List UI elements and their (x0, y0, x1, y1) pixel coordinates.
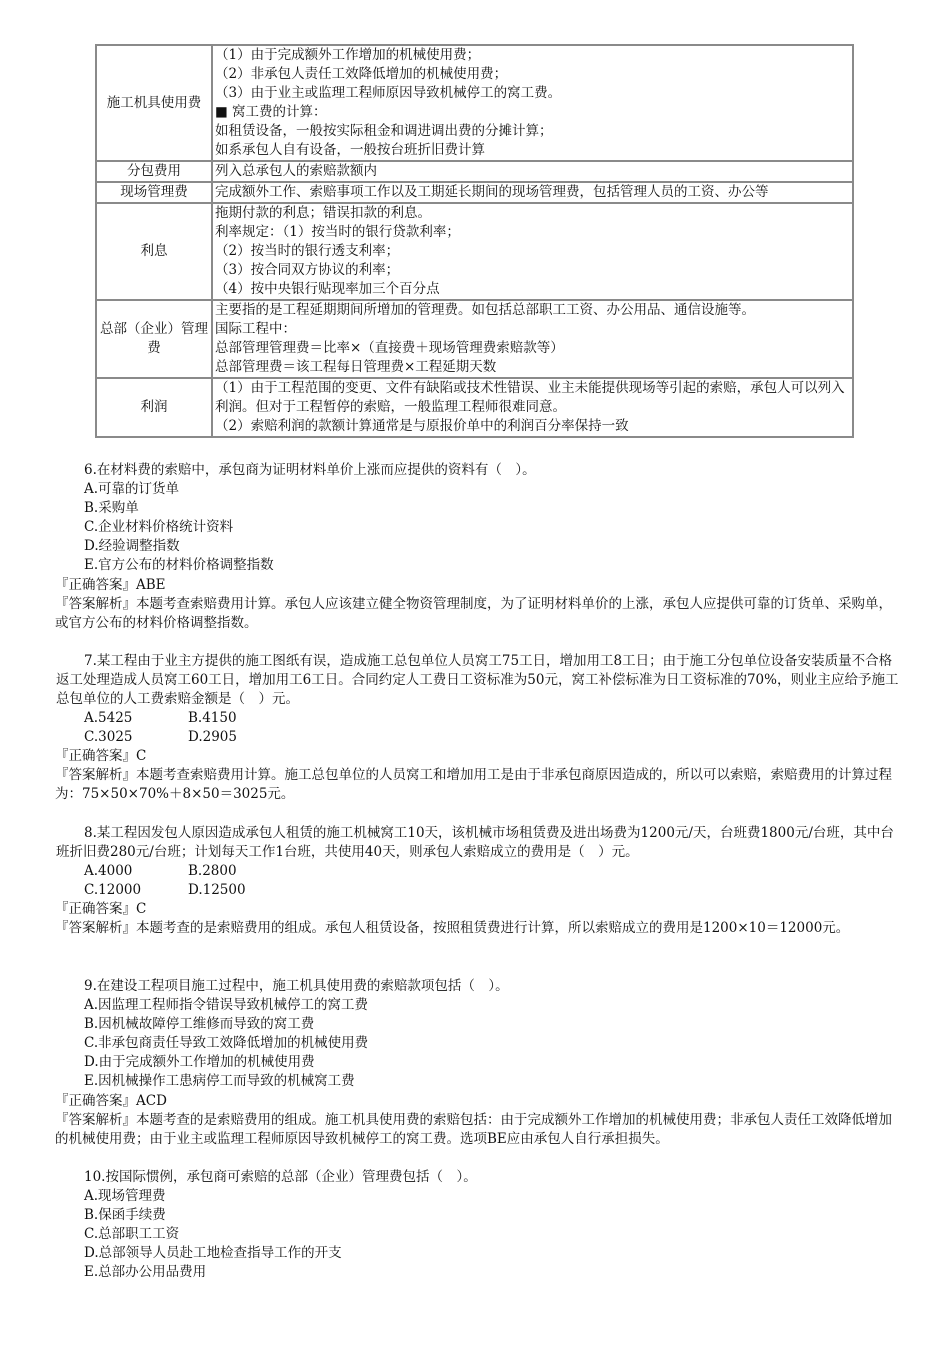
table-item-cell: 分包费用 (96, 161, 212, 182)
option-b: B.4150 (188, 710, 237, 726)
desc-line: 如租赁设备，一般按实际租金和调进调出费的分摊计算； (215, 123, 553, 139)
answer-analysis: 『答案解析』本题考查的是索赔费用的组成。承包人租赁设备，按照租赁费进行计算，所以索赔成立的费用是1200×10＝12000元。 (55, 920, 850, 936)
table-item-cell: 利润 (96, 378, 212, 437)
options-row (84, 709, 899, 728)
options-row (84, 862, 899, 881)
desc-line: 如系承包人自有设备，一般按台班折旧费计算 (215, 142, 485, 158)
option-a: A.4000 (84, 863, 133, 879)
claims-cost-table (95, 44, 854, 438)
table-item-cell: 现场管理费 (96, 182, 212, 203)
question-stem: 10.按国际惯例，承包商可索赔的总部（企业）管理费包括（ ）。 (84, 1169, 477, 1185)
table-item-cell: 利息 (96, 203, 212, 300)
option-d: D.12500 (188, 882, 246, 898)
desc-line: （2）按当时的银行透支利率； (215, 243, 400, 259)
answer-block-7 (56, 747, 898, 804)
question-8 (56, 824, 899, 900)
option-d: D.总部领导人员赴工地检查指导工作的开支 (84, 1245, 342, 1261)
desc-line: （3）按合同双方协议的利率； (215, 262, 400, 278)
table-row (96, 378, 853, 437)
table-desc-cell (212, 45, 853, 161)
table-desc-cell (212, 203, 853, 300)
desc-line: （2）索赔利润的款额计算通常是与原报价单中的利润百分率保持一致 (215, 418, 629, 434)
desc-line: 主要指的是工程延期期间所增加的管理费。如包括总部职工工资、办公用品、通信设施等。 (215, 302, 755, 318)
desc-line: （3）由于业主或监理工程师原因导致机械停工的窝工费。 (215, 85, 562, 101)
answer-analysis: 『答案解析』本题考查索赔费用计算。施工总包单位的人员窝工和增加用工是由于非承包商原因造成的，所以可以索赔，索赔费用的计算过程为：75×50×70%＋8×50＝3025元。 (55, 767, 892, 802)
question-stem: 6.在材料费的索赔中，承包商为证明材料单价上涨而应提供的资料有（ ）。 (84, 462, 536, 478)
table-row (96, 300, 853, 378)
question-6 (84, 461, 899, 575)
option-a: A.因监理工程师指令错误导致机械停工的窝工费 (84, 997, 369, 1013)
option-c: C.总部职工工资 (84, 1226, 180, 1242)
table-desc-cell (212, 182, 853, 203)
option-d: D.经验调整指数 (84, 538, 180, 554)
desc-line: 总部管理费＝该工程每日管理费×工程延期天数 (215, 359, 497, 375)
option-d: D.2905 (188, 729, 237, 745)
option-b: B.因机械故障停工维修而导致的窝工费 (84, 1016, 315, 1032)
question-stem: 9.在建设工程项目施工过程中，施工机具使用费的索赔款项包括（ ）。 (84, 978, 509, 994)
correct-answer: 『正确答案』C (55, 901, 147, 917)
desc-line: 拖期付款的利息；错误扣款的利息。 (215, 205, 431, 221)
option-c: C.12000 (84, 882, 142, 898)
table-item-cell: 施工机具使用费 (96, 45, 212, 161)
answer-block-9 (56, 1092, 898, 1149)
table-row (96, 182, 853, 203)
option-a: A.5425 (84, 710, 133, 726)
table-row (96, 161, 853, 182)
option-c: C.企业材料价格统计资料 (84, 519, 234, 535)
option-e: E.因机械操作工患病停工而导致的机械窝工费 (84, 1073, 355, 1089)
answer-analysis: 『答案解析』本题考查的是索赔费用的组成。施工机具使用费的索赔包括：由于完成额外工作增加的机械使用费；非承包人责任工效降低增加的机械使用费；由于业主或监理工程师原因导致机械停工的窝工费。选项BE应由承包人自行承担损失。 (55, 1112, 892, 1147)
answer-block-8 (56, 900, 898, 938)
table-row (96, 203, 853, 300)
option-b: B.2800 (188, 863, 237, 879)
correct-answer: 『正确答案』ACD (55, 1093, 167, 1109)
answer-block-6 (56, 576, 898, 633)
table-desc-cell (212, 378, 853, 437)
option-e: E.官方公布的材料价格调整指数 (84, 557, 274, 573)
option-a: A.可靠的订货单 (84, 481, 180, 497)
option-e: E.总部办公用品费用 (84, 1264, 207, 1280)
question-10 (84, 1168, 899, 1282)
desc-line: （1）由于工程范围的变更、文件有缺陷或技术性错误、业主未能提供现场等引起的索赔，承包人可以列入利润。但对于工程暂停的索赔，一般监理工程师很难同意。 (215, 380, 845, 415)
answer-analysis: 『答案解析』本题考查索赔费用计算。承包人应该建立健全物资管理制度，为了证明材料单价的上涨，承包人应提供可靠的订货单、采购单，或官方公布的材料价格调整指数。 (55, 596, 892, 631)
option-c: C.非承包商责任导致工效降低增加的机械使用费 (84, 1035, 369, 1051)
desc-line: 国际工程中： (215, 321, 296, 337)
table-desc-cell (212, 161, 853, 182)
option-c: C.3025 (84, 729, 133, 745)
option-a: A.现场管理费 (84, 1188, 166, 1204)
correct-answer: 『正确答案』ABE (55, 577, 166, 593)
question-7 (56, 652, 899, 747)
question-stem: 7.某工程由于业主方提供的施工图纸有误，造成施工总包单位人员窝工75工日，增加用工8工日；由于施工分包单位设备安装质量不合格返工处理造成人员窝工60工日，增加用工6工日。合同约定人工费日工资标准为50元，窝工补偿标准为日工资标准的70%，则业主应给予施工总包单位的人工费索赔金额是（ ）元。 (56, 653, 899, 707)
table-row (96, 45, 853, 161)
desc-line: 完成额外工作、索赔事项工作以及工期延长期间的现场管理费，包括管理人员的工资、办公等 (215, 184, 769, 200)
desc-line: 列入总承包人的索赔款额内 (215, 163, 377, 179)
question-stem: 8.某工程因发包人原因造成承包人租赁的施工机械窝工10天，该机械市场租赁费及进出场费为1200元/天，台班费1800元/台班，其中台班折旧费280元/台班；计划每天工作1台班，共使用40天，则承包人索赔成立的费用是（ ）元。 (56, 825, 894, 860)
desc-line: （4）按中央银行贴现率加三个百分点 (215, 281, 440, 297)
option-d: D.由于完成额外工作增加的机械使用费 (84, 1054, 315, 1070)
desc-line: （2）非承包人责任工效降低增加的机械使用费； (215, 66, 508, 82)
options-row (84, 728, 899, 747)
option-b: B.采购单 (84, 500, 139, 516)
desc-line: 利率规定：（1）按当时的银行贷款利率； (215, 224, 460, 240)
desc-line: 总部管理管理费＝比率×（直接费＋现场管理费索赔款等） (215, 340, 564, 356)
table-desc-cell (212, 300, 853, 378)
question-9 (84, 977, 899, 1091)
options-row (84, 881, 899, 900)
correct-answer: 『正确答案』C (55, 748, 147, 764)
table-item-cell: 总部（企业）管理费 (96, 300, 212, 378)
option-b: B.保函手续费 (84, 1207, 166, 1223)
desc-line: ■ 窝工费的计算： (215, 104, 327, 120)
desc-line: （1）由于完成额外工作增加的机械使用费； (215, 47, 481, 63)
